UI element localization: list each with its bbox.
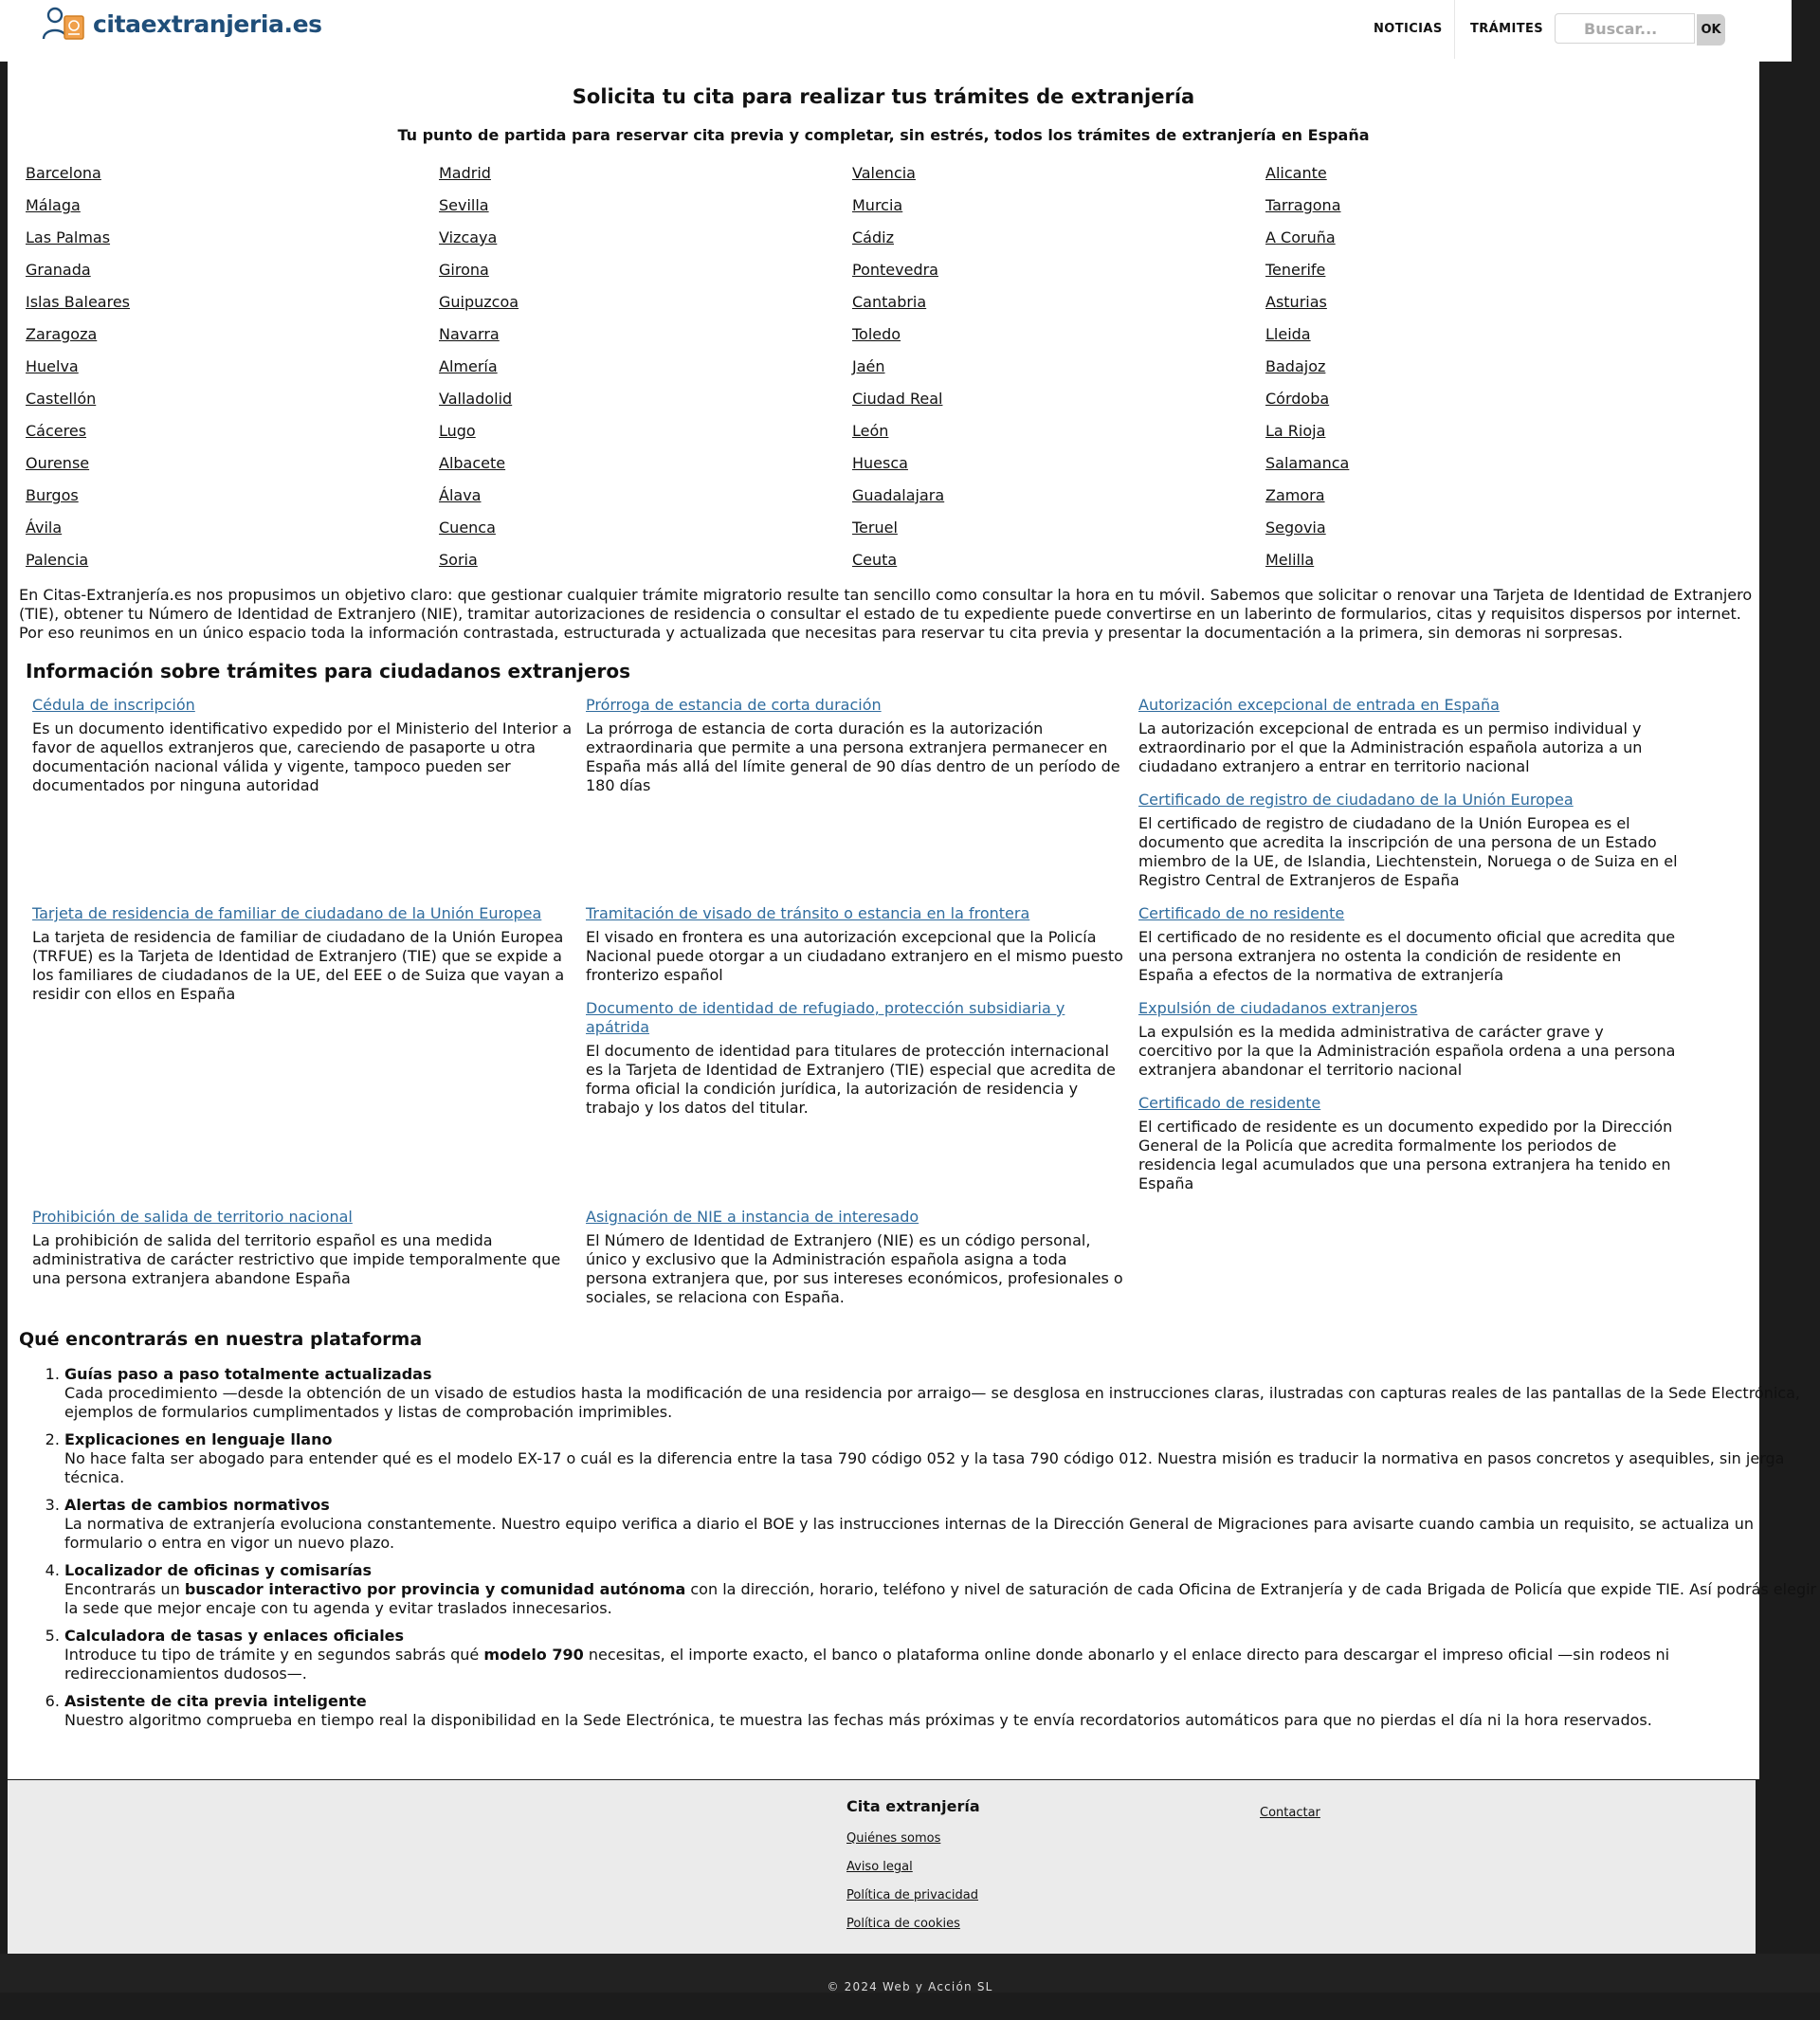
- tramite-description: Es un documento identificativo expedido por el Ministerio del Interior a favor de aquellos extranjeros que, careciendo de pasaporte u otra documentación nacional válida y vigente, tampoco pueden ser documentados por ninguna autoridad: [32, 719, 573, 794]
- city-link[interactable]: Cuenca: [439, 519, 496, 537]
- tramite-link[interactable]: Prórroga de estancia de corta duración: [586, 696, 882, 714]
- city-link[interactable]: Zaragoza: [26, 325, 98, 343]
- feature-text-start: Encontrarás un: [64, 1580, 185, 1598]
- tramite-card: [1138, 696, 1681, 776]
- search-button[interactable]: OK: [1697, 14, 1725, 45]
- footer-links-column: [846, 1797, 980, 1938]
- logo-icon: [42, 7, 85, 41]
- city-link[interactable]: León: [852, 422, 889, 440]
- city-link[interactable]: Segovia: [1265, 519, 1326, 537]
- tramite-card: [1138, 999, 1681, 1080]
- tramite-description: El certificado de residente es un documento expedido por la Dirección General de la Policía que acredita formalmente los periodos de residencia legal acumulados que una persona extranjera ha tenido en España: [1138, 1118, 1673, 1192]
- feature-title: 4. Localizador de oficinas y comisarías: [64, 1561, 373, 1579]
- footer: [8, 1780, 1756, 1954]
- list-item: [64, 1496, 1818, 1553]
- page-title: Solicita tu cita para realizar tus trámites de extranjería: [572, 85, 1195, 108]
- feature-title: 2. Explicaciones en lenguaje llano: [64, 1430, 333, 1448]
- search-input[interactable]: [1555, 13, 1695, 44]
- tramite-link[interactable]: Tarjeta de residencia de familiar de ciudadano de la Unión Europea: [32, 904, 542, 922]
- city-link[interactable]: Granada: [26, 261, 91, 279]
- tramite-description: El certificado de registro de ciudadano de la Unión Europea es el documento que acredita la inscripción de una persona de un Estado miembro de la UE, de Islandia, Liechtenstein, Noruega o de Suiza en el Registro Central de Extranjeros de España: [1138, 814, 1678, 889]
- tramite-link[interactable]: Certificado de residente: [1138, 1094, 1321, 1112]
- feature-text-end: necesitas, el importe exacto, el banco o plataforma online donde abonarlo y el enlace directo para descargar el impreso oficial —sin rodeos ni redireccionamientos dudosos—.: [64, 1646, 1670, 1683]
- tramite-description: La prohibición de salida del territorio español es una medida administrativa de carácter restrictivo que impide temporalmente que una persona extranjera abandone España: [32, 1231, 561, 1287]
- tramite-description: El visado en frontera es una autorización excepcional que la Policía Nacional puede otorgar a un ciudadano extranjero en el mismo puesto fronterizo español: [586, 928, 1123, 984]
- tramite-description: La expulsión es la medida administrativa de carácter grave y coercitivo por la que la Administración española ordena a una persona extranjera abandonar el territorio nacional: [1138, 1023, 1676, 1079]
- city-link[interactable]: Zamora: [1265, 486, 1325, 504]
- city-link[interactable]: Navarra: [439, 325, 500, 343]
- nav-noticias: [1360, 0, 1456, 59]
- list-item: [64, 1561, 1818, 1618]
- site-logo[interactable]: [42, 7, 322, 41]
- city-link[interactable]: Ávila: [26, 519, 63, 537]
- info-section-title: Información sobre trámites para ciudadanos extranjeros: [26, 660, 631, 682]
- city-link[interactable]: Islas Baleares: [26, 293, 131, 311]
- feature-text: La normativa de extranjería evoluciona constantemente. Nuestro equipo verifica a diario el BOE y las instrucciones internas de la Dirección General de Migraciones para avisarte cuando cambia un requisito, se actualiza un formulario o entra en vigor un nuevo plazo.: [64, 1515, 1754, 1552]
- city-link[interactable]: Ourense: [26, 454, 90, 472]
- tramite-card: [1138, 791, 1681, 890]
- city-link[interactable]: Vizcaya: [439, 228, 498, 246]
- tramite-card: [1138, 1094, 1681, 1193]
- city-link[interactable]: Guipuzcoa: [439, 293, 519, 311]
- feature-title: 1. Guías paso a paso totalmente actualizadas: [64, 1365, 432, 1383]
- city-link[interactable]: Asturias: [1265, 293, 1327, 311]
- footer-link-cookies[interactable]: Política de cookies: [846, 1917, 960, 1931]
- city-link[interactable]: Lleida: [1265, 325, 1311, 343]
- city-link[interactable]: Salamanca: [1265, 454, 1350, 472]
- feature-title: 5. Calculadora de tasas y enlaces oficiales: [64, 1627, 405, 1645]
- tramite-card: [1138, 904, 1681, 985]
- list-item: [64, 1430, 1818, 1487]
- tramite-link[interactable]: Prohibición de salida de territorio nacional: [32, 1208, 353, 1226]
- city-link[interactable]: Málaga: [26, 196, 81, 214]
- city-link[interactable]: Ciudad Real: [852, 390, 943, 408]
- feature-title: 3. Alertas de cambios normativos: [64, 1496, 330, 1514]
- city-link[interactable]: Pontevedra: [852, 261, 938, 279]
- tramite-description: El Número de Identidad de Extranjero (NIE) es un código personal, único y exclusivo que la Administración española asigna a toda persona extranjera que, por sus intereses económicos, profesionales o sociales, se relaciona con España.: [586, 1231, 1123, 1306]
- city-link[interactable]: Burgos: [26, 486, 79, 504]
- city-link[interactable]: Jaén: [852, 357, 885, 375]
- footer-contact-column: [1260, 1799, 1320, 1828]
- feature-text: No hace falta ser abogado para entender qué es el modelo EX-17 o cuál es la diferencia entre la tasa 790 código 052 y la tasa 790 código 012. Nuestra misión es traducir la normativa en pasos concretos y asequibles, sin jerga técnica.: [64, 1449, 1785, 1486]
- city-link[interactable]: Tarragona: [1265, 196, 1341, 214]
- city-link[interactable]: Álava: [439, 486, 482, 504]
- copyright-bar: [0, 1954, 1820, 1993]
- page-subtitle: Tu punto de partida para reservar cita previa y completar, sin estrés, todos los trámites de extranjería en España: [397, 126, 1370, 144]
- top-bar: [0, 0, 1792, 62]
- city-link[interactable]: Badajoz: [1265, 357, 1326, 375]
- city-links-grid: [26, 157, 1694, 576]
- city-link[interactable]: Lugo: [439, 422, 476, 440]
- city-link[interactable]: Madrid: [439, 164, 491, 182]
- footer-link-aviso-legal[interactable]: Aviso legal: [846, 1860, 913, 1874]
- tramite-description: La autorización excepcional de entrada es un permiso individual y extraordinario por el que la Administración española autoriza a un ciudadano extranjero a entrar en territorio nacional: [1138, 719, 1643, 775]
- tramite-link[interactable]: Tramitación de visado de tránsito o estancia en la frontera: [586, 904, 1030, 922]
- main-content: [8, 61, 1817, 1779]
- footer-link-quienes-somos[interactable]: Quiénes somos: [846, 1831, 941, 1846]
- tramite-link[interactable]: Asignación de NIE a instancia de interesado: [586, 1208, 919, 1226]
- list-item: [64, 1692, 1818, 1730]
- city-link[interactable]: Girona: [439, 261, 489, 279]
- city-link[interactable]: Castellón: [26, 390, 97, 408]
- tramite-card: [586, 999, 1128, 1118]
- features-list: [19, 1365, 1818, 1738]
- feature-text: Cada procedimiento —desde la obtención de un visado de estudios hasta la modificación de una residencia por arraigo— se desglosa en instrucciones claras, ilustradas con capturas reales de las pantallas de la Sede Electrónica, ejemplos de formularios cumplimentados y listas de comprobación imprimibles.: [64, 1384, 1800, 1421]
- footer-heading: Cita extranjería: [846, 1797, 980, 1815]
- city-link[interactable]: Tenerife: [1265, 261, 1326, 279]
- tramite-link[interactable]: Certificado de registro de ciudadano de la Unión Europea: [1138, 791, 1574, 809]
- feature-text-bold: buscador interactivo por provincia y comunidad autónoma: [184, 1580, 686, 1598]
- tramite-description: El documento de identidad para titulares de protección internacional es la Tarjeta de Identidad de Extranjero (TIE) especial que acredita de forma oficial la condición jurídica, la autorización de residencia y trabajo y los datos del titular.: [586, 1042, 1116, 1117]
- tramite-card: [586, 1208, 1128, 1307]
- footer-link-privacidad[interactable]: Política de privacidad: [846, 1888, 978, 1902]
- nav-link-tramites[interactable]: TRÁMITES: [1470, 22, 1544, 36]
- logo-text: citaextranjeria.es: [93, 9, 322, 38]
- city-link[interactable]: Palencia: [26, 551, 89, 569]
- city-link[interactable]: Almería: [439, 357, 498, 375]
- tramite-description: La tarjeta de residencia de familiar de ciudadano de la Unión Europea (TRFUE) es la Tarjeta de Identidad de Extranjero (TIE) que se expide a los familiares de ciudadanos de la UE, del EEE o de Suiza que vayan a residir con ellos en España: [32, 928, 565, 1003]
- platform-section-title: Qué encontrarás en nuestra plataforma: [19, 1329, 423, 1350]
- city-link[interactable]: Toledo: [852, 325, 901, 343]
- tramite-description: El certificado de no residente es el documento oficial que acredita que una persona extranjera no ostenta la condición de residente en España a efectos de la normativa de extranjería: [1138, 928, 1676, 984]
- city-link[interactable]: Guadalajara: [852, 486, 945, 504]
- footer-link-contactar[interactable]: Contactar: [1260, 1806, 1320, 1820]
- list-item: [64, 1627, 1818, 1683]
- intro-paragraph: En Citas-Extranjería.es nos propusimos un objetivo claro: que gestionar cualquier trámite migratorio resulte tan sencillo como consultar la hora en tu móvil. Sabemos que solicitar o renovar una Tarjeta de Identidad de Extranjero (TIE), obtener tu Número de Identidad de Extranjero (NIE), tramitar autorizaciones de residencia o consultar el estado de tu expediente puede convertirse en un laberinto de formularios, citas y requisitos dispersos por internet. Por eso reunimos en un único espacio toda la información contrastada, estructurada y actualizada que necesitas para reservar tu cita previa y presentar la documentación a la primera, sin demoras ni sorpresas.: [19, 586, 1753, 642]
- copyright-text: © 2024 Web y Acción SL: [827, 1980, 993, 1993]
- city-link[interactable]: Albacete: [439, 454, 506, 472]
- feature-text-start: Introduce tu tipo de trámite y en segundos sabrás qué: [64, 1646, 484, 1664]
- city-link[interactable]: Huesca: [852, 454, 908, 472]
- tramite-link[interactable]: Cédula de inscripción: [32, 696, 195, 714]
- city-link[interactable]: Alicante: [1265, 164, 1327, 182]
- nav-link-noticias[interactable]: NOTICIAS: [1374, 22, 1443, 36]
- city-link[interactable]: Barcelona: [26, 164, 101, 182]
- city-link[interactable]: A Coruña: [1265, 228, 1336, 246]
- feature-title: 6. Asistente de cita previa inteligente: [64, 1692, 367, 1710]
- tramite-link[interactable]: Autorización excepcional de entrada en España: [1138, 696, 1500, 714]
- city-link[interactable]: Sevilla: [439, 196, 489, 214]
- tramite-card: [586, 696, 1128, 795]
- tramite-card: [32, 904, 574, 1004]
- city-link[interactable]: Huelva: [26, 357, 79, 375]
- feature-text: Nuestro algoritmo comprueba en tiempo real la disponibilidad en la Sede Electrónica, te muestra las fechas más próximas y te envía recordatorios automáticos para que no pierdas el día ni la hora reservados.: [64, 1711, 1652, 1729]
- feature-text: [64, 1646, 1818, 1683]
- feature-text-bold: modelo 790: [483, 1646, 584, 1664]
- city-link[interactable]: La Rioja: [1265, 422, 1326, 440]
- city-link[interactable]: Valladolid: [439, 390, 513, 408]
- city-link[interactable]: Las Palmas: [26, 228, 111, 246]
- nav-tramites: [1457, 0, 1556, 59]
- feature-text-end: con la dirección, horario, teléfono y nivel de saturación de cada Oficina de Extranjería y de cada Brigada de Policía que expide TIE. Así podrás elegir la sede que mejor encaje con tu agenda y evitar traslados innecesarios.: [64, 1580, 1817, 1617]
- city-link[interactable]: Ceuta: [852, 551, 898, 569]
- city-link[interactable]: Cantabria: [852, 293, 927, 311]
- city-link[interactable]: Melilla: [1265, 551, 1315, 569]
- tramite-card: [32, 1208, 574, 1288]
- city-link[interactable]: Cádiz: [852, 228, 894, 246]
- city-link[interactable]: Murcia: [852, 196, 903, 214]
- city-link[interactable]: Cáceres: [26, 422, 87, 440]
- nav-divider: [1454, 0, 1455, 59]
- tramite-link[interactable]: Expulsión de ciudadanos extranjeros: [1138, 999, 1418, 1017]
- list-item: [64, 1365, 1818, 1422]
- feature-text: [64, 1580, 1818, 1618]
- tramite-card: [32, 696, 574, 795]
- tramite-link[interactable]: Certificado de no residente: [1138, 904, 1345, 922]
- tramite-link[interactable]: Documento de identidad de refugiado, protección subsidiaria y apátrida: [586, 999, 1065, 1036]
- tramite-description: La prórroga de estancia de corta duración es la autorización extraordinaria que permite a una persona extranjera permanecer en España más allá del límite general de 90 días dentro de un período de 180 días: [586, 719, 1120, 794]
- city-link[interactable]: Córdoba: [1265, 390, 1330, 408]
- city-link[interactable]: Soria: [439, 551, 478, 569]
- city-link[interactable]: Teruel: [852, 519, 898, 537]
- city-link[interactable]: Valencia: [852, 164, 916, 182]
- tramite-card: [586, 904, 1128, 985]
